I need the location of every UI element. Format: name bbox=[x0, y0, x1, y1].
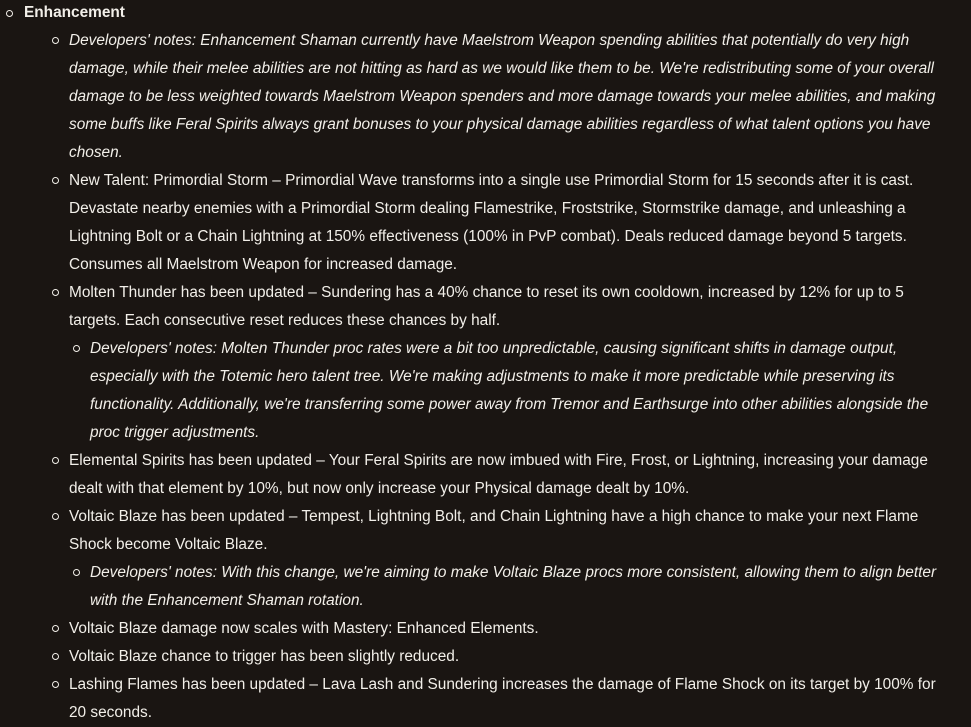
bullet-icon bbox=[6, 10, 13, 17]
developer-note: Developers' notes: Molten Thunder proc rates were a bit too unpredictable, causing significant shifts in damage output, especially with the Totemic hero talent tree. We're making adjustments to make it more predictable while preserving its functionality. Additionally, we're transferring some power away from Tremor and Earthsurge into other abilities alongside the proc trigger adjustments. bbox=[90, 340, 929, 441]
bullet-icon bbox=[52, 625, 59, 632]
change-text: Voltaic Blaze chance to trigger has been slightly reduced. bbox=[69, 648, 460, 665]
list-item bbox=[24, 615, 971, 643]
bullet-icon bbox=[73, 345, 80, 352]
developer-note: Developers' notes: With this change, we're aiming to make Voltaic Blaze procs more consistent, allowing them to align better with the Enhancement Shaman rotation. bbox=[90, 564, 937, 609]
sub-list bbox=[24, 559, 971, 615]
sub-list-item bbox=[24, 559, 971, 615]
bullet-icon bbox=[52, 653, 59, 660]
sub-list bbox=[24, 335, 971, 447]
bullet-icon bbox=[52, 513, 59, 520]
bullet-icon bbox=[52, 37, 59, 44]
list-item bbox=[24, 643, 971, 671]
sub-list-item bbox=[24, 335, 971, 447]
change-list bbox=[24, 27, 971, 727]
change-text: Molten Thunder has been updated – Sundering has a 40% chance to reset its own cooldown, increased by 12% for up to 5 targets. Each consecutive reset reduces these chances by half. bbox=[69, 284, 904, 329]
change-text: Voltaic Blaze damage now scales with Mastery: Enhanced Elements. bbox=[69, 620, 539, 637]
bullet-icon bbox=[52, 289, 59, 296]
bullet-icon bbox=[52, 681, 59, 688]
bullet-icon bbox=[73, 569, 80, 576]
list-item bbox=[24, 447, 971, 503]
list-item bbox=[24, 279, 971, 447]
section-title: Enhancement bbox=[24, 4, 125, 21]
bullet-icon bbox=[52, 177, 59, 184]
developer-note: Developers' notes: Enhancement Shaman currently have Maelstrom Weapon spending abilities that potentially do very high damage, while their melee abilities are not hitting as hard as we would like them to be. We're redistributing some of your overall damage to be less weighted towards Maelstrom Weapon spenders and more damage towards your melee abilities, and making some buffs like Feral Spirits always grant bonuses to your physical damage abilities regardless of what talent options you have chosen. bbox=[69, 32, 936, 161]
list-item bbox=[24, 671, 971, 727]
bullet-icon bbox=[52, 457, 59, 464]
list-item bbox=[24, 503, 971, 615]
change-text: Lashing Flames has been updated – Lava Lash and Sundering increases the damage of Flame Shock on its target by 100% for 20 seconds. bbox=[69, 676, 936, 721]
change-text: Elemental Spirits has been updated – Your Feral Spirits are now imbued with Fire, Frost, or Lightning, increasing your damage dealt with that element by 10%, but now only increase your Physical damage dealt by 10%. bbox=[69, 452, 928, 497]
change-text: Voltaic Blaze has been updated – Tempest, Lightning Bolt, and Chain Lightning have a high chance to make your next Flame Shock become Voltaic Blaze. bbox=[69, 508, 919, 553]
list-item bbox=[24, 27, 971, 167]
list-item bbox=[24, 167, 971, 279]
change-text: New Talent: Primordial Storm – Primordial Wave transforms into a single use Primordial Storm for 15 seconds after it is cast. Devastate nearby enemies with a Primordial Storm dealing Flamestrike, Froststrike, Stormstrike damage, and unleashing a Lightning Bolt or a Chain Lightning at 150% effectiveness (100% in PvP combat). Deals reduced damage beyond 5 targets. Consumes all Maelstrom Weapon for increased damage. bbox=[69, 172, 914, 273]
